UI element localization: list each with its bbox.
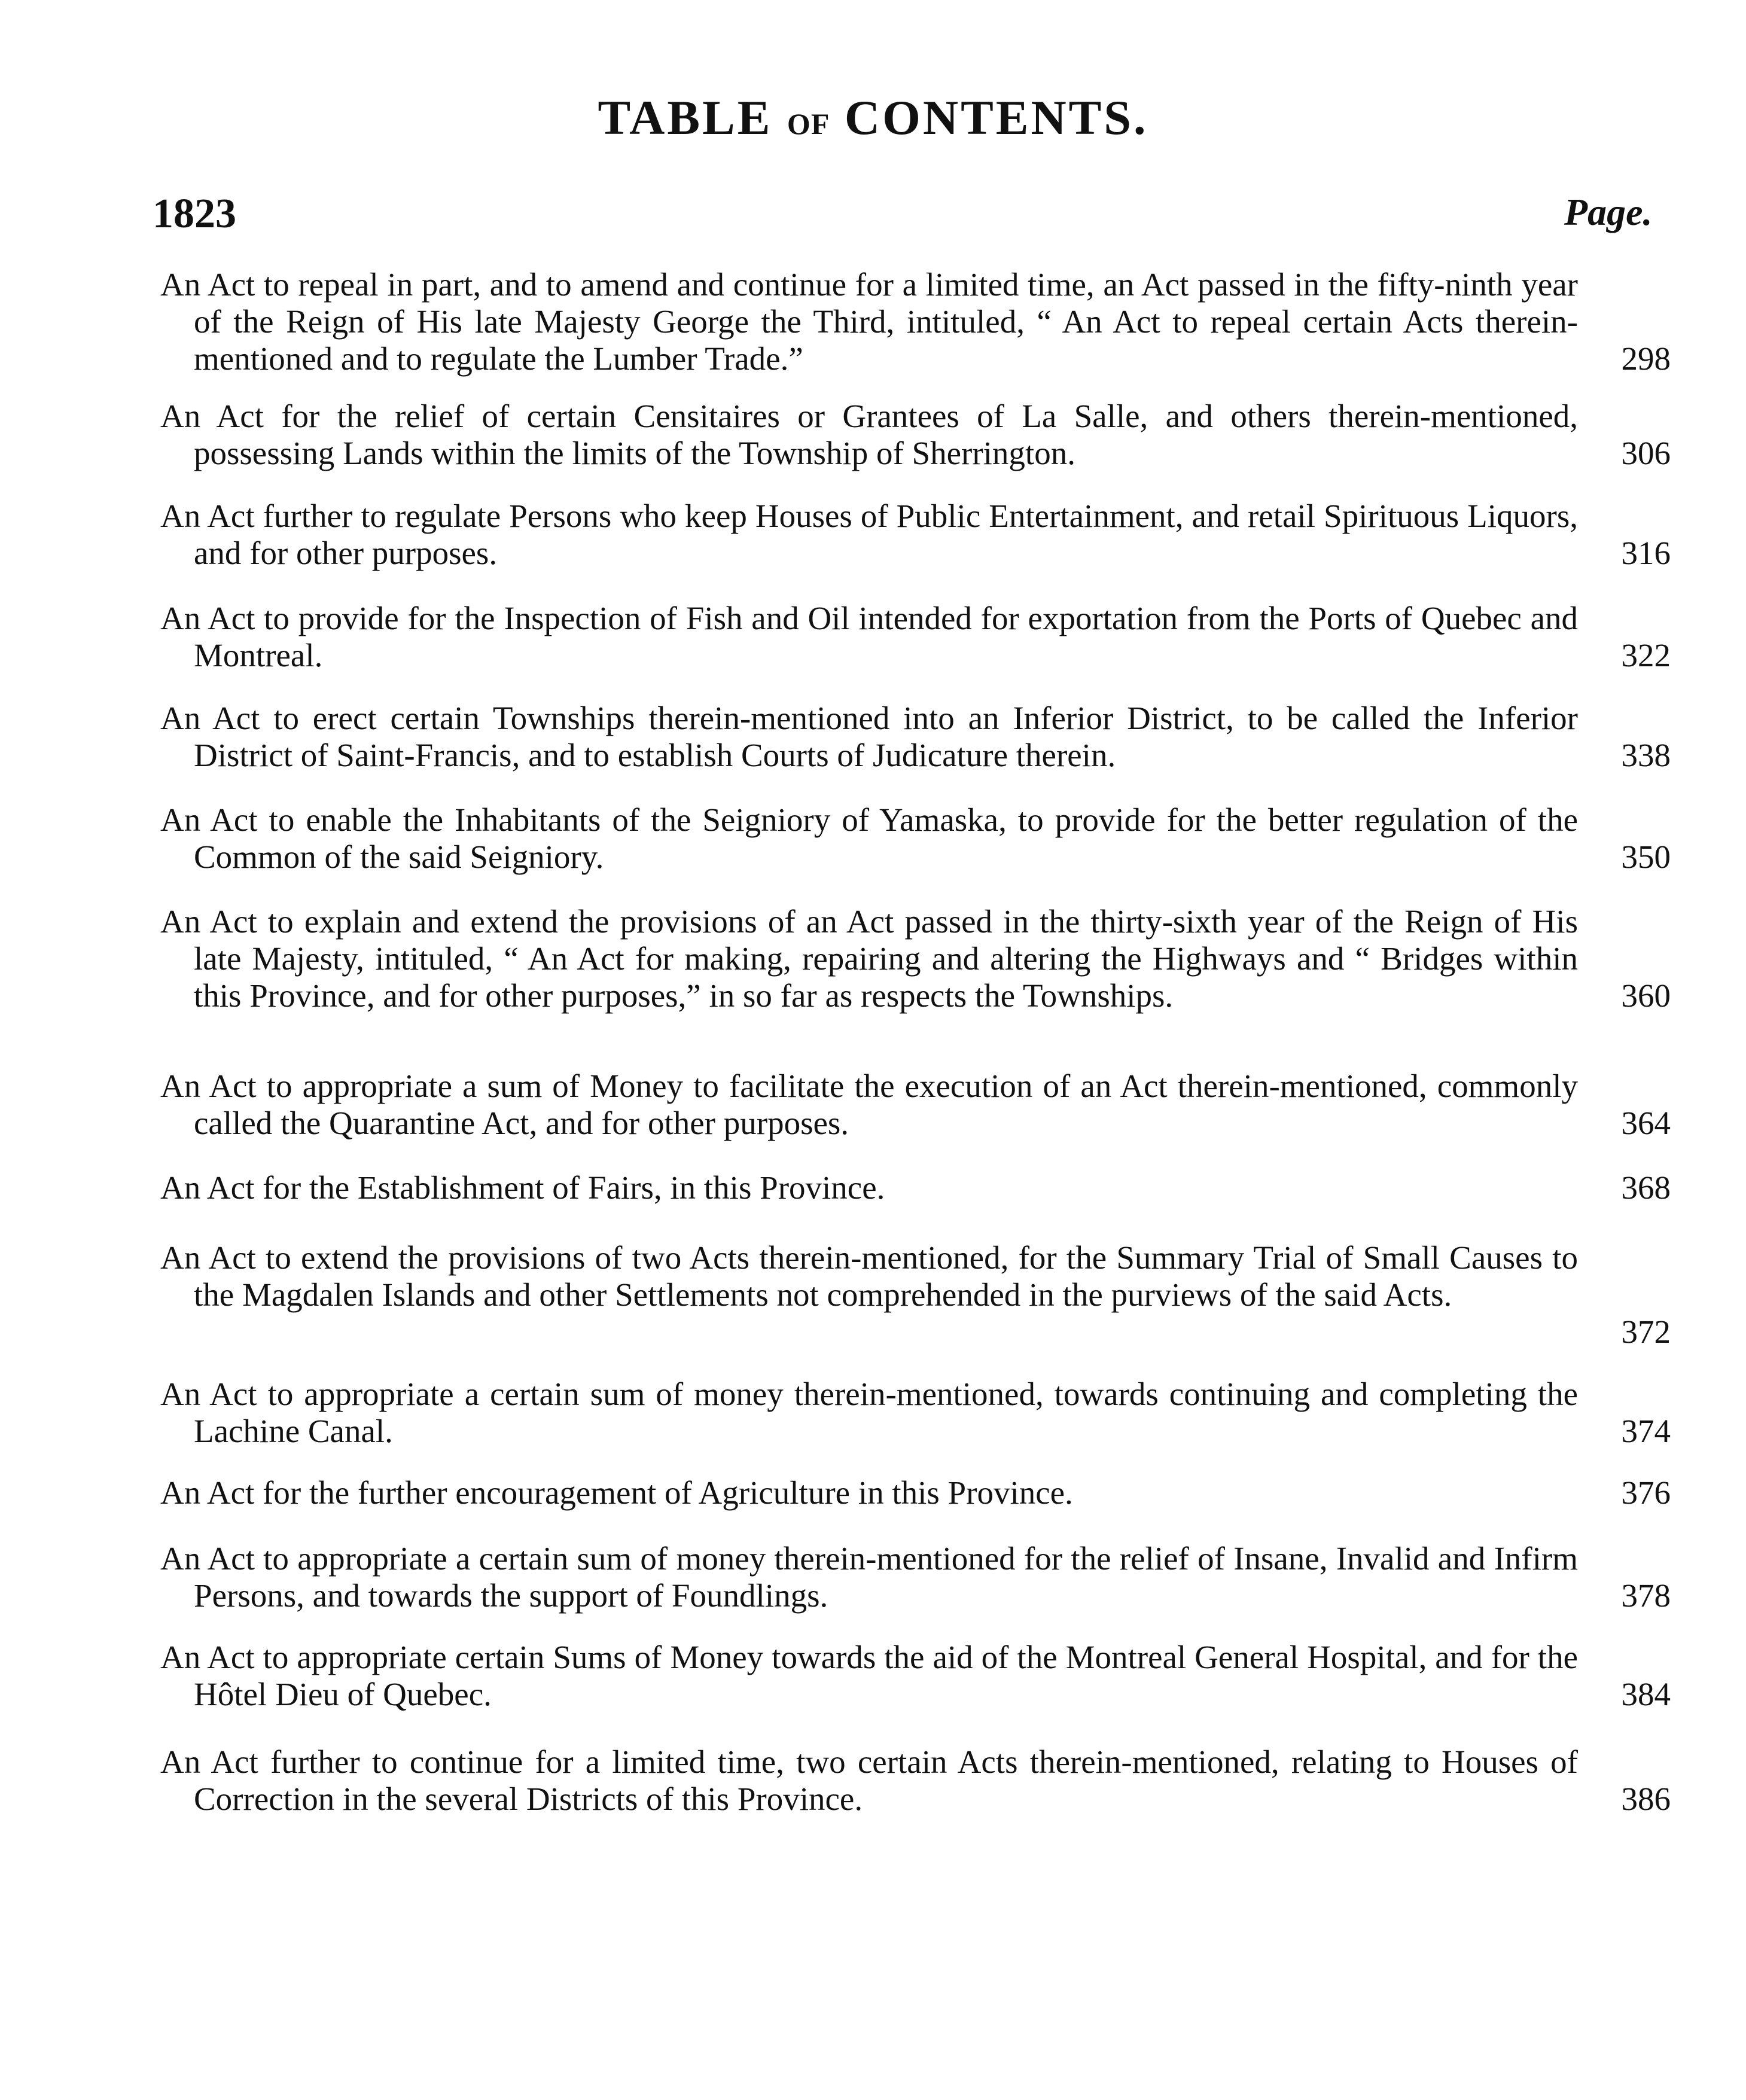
entry-text: An Act further to continue for a limited time, two certain Acts therein-mentioned, relating to Houses of Correction in the several Districts of this Province.	[160, 1744, 1578, 1817]
toc-entry	[160, 1068, 1671, 1142]
toc-entry	[160, 801, 1671, 876]
entry-page-number: 338	[1621, 737, 1671, 773]
entry-page-number: 350	[1621, 839, 1671, 875]
toc-entry	[160, 600, 1671, 674]
title-word-table: TABLE	[598, 90, 773, 145]
toc-entry	[160, 903, 1671, 1014]
entry-text: An Act to appropriate certain Sums of Money towards the aid of the Montreal General Hospital, and for the Hôtel Dieu of Quebec.	[160, 1639, 1578, 1712]
entry-text: An Act for the further encouragement of Agriculture in this Province.	[160, 1474, 1073, 1511]
entry-page-number: 374	[1621, 1413, 1671, 1449]
entry-page-number: 306	[1621, 435, 1671, 471]
toc-entry	[160, 1639, 1671, 1713]
toc-entry	[160, 1169, 1671, 1206]
entry-page-number: 376	[1621, 1474, 1671, 1511]
entry-page-number: 364	[1621, 1105, 1671, 1141]
entry-page-number: 386	[1621, 1781, 1671, 1817]
entry-page-number: 384	[1621, 1676, 1671, 1712]
entry-page-number: 298	[1621, 340, 1671, 377]
year-heading: 1823	[153, 191, 236, 237]
toc-entry	[160, 398, 1671, 472]
entry-text: An Act to explain and extend the provisions of an Act passed in the thirty-sixth year of the Reign of His late Majesty, intituled, “ An Act for making, repairing and altering the Highways and “ Bridges within this Province, and for other purposes,” in so far as respects the Townships.	[160, 903, 1578, 1014]
entry-page-number: 316	[1621, 535, 1671, 571]
entry-page-number: 378	[1621, 1577, 1671, 1614]
toc-entry	[160, 1540, 1671, 1614]
entry-text: An Act further to regulate Persons who keep Houses of Public Entertainment, and retail Spirituous Liquors, and for other purposes.	[160, 498, 1578, 571]
toc-entry	[160, 1376, 1671, 1450]
entry-text: An Act to enable the Inhabitants of the Seigniory of Yamaska, to provide for the better regulation of the Common of the said Seigniory.	[160, 801, 1578, 875]
entry-page-number: 372	[1621, 1313, 1671, 1350]
page-title	[0, 90, 1746, 146]
entry-text: An Act to repeal in part, and to amend and continue for a limited time, an Act passed in the fifty-ninth year of the Reign of His late Majesty George the Third, intituled, “ An Act to repeal certain Acts therein-mentioned and to regulate the Lumber Trade.”	[160, 266, 1578, 377]
entry-text: An Act to appropriate a sum of Money to facilitate the execution of an Act therein-mentioned, commonly called the Quarantine Act, and for other purposes.	[160, 1068, 1578, 1141]
toc-entry	[160, 700, 1671, 774]
toc-entry	[160, 266, 1671, 377]
page-column-heading: Page.	[1564, 191, 1653, 233]
entry-text: An Act to appropriate a certain sum of money therein-mentioned for the relief of Insane, Invalid and Infirm Persons, and towards the support of Foundlings.	[160, 1540, 1578, 1614]
toc-entry	[160, 498, 1671, 572]
title-word-of: OF	[787, 107, 830, 141]
entry-text: An Act to appropriate a certain sum of money therein-mentioned, towards continuing and completing the Lachine Canal.	[160, 1376, 1578, 1449]
entry-text: An Act to extend the provisions of two Acts therein-mentioned, for the Summary Trial of Small Causes to the Magdalen Islands and other Settlements not comprehended in the purviews of the said Acts.	[160, 1239, 1578, 1313]
entry-page-number: 360	[1621, 977, 1671, 1014]
toc-entry	[160, 1474, 1671, 1511]
entry-text: An Act for the relief of certain Censitaires or Grantees of La Salle, and others therein-mentioned, possessing Lands within the limits of the Township of Sherrington.	[160, 398, 1578, 471]
entry-page-number: 368	[1621, 1169, 1671, 1206]
title-word-contents: CONTENTS.	[844, 90, 1148, 145]
entry-text: An Act for the Establishment of Fairs, in this Province.	[160, 1169, 885, 1206]
entry-page-number: 322	[1621, 637, 1671, 673]
entry-text: An Act to provide for the Inspection of Fish and Oil intended for exportation from the Ports of Quebec and Montreal.	[160, 600, 1578, 673]
toc-entry	[160, 1744, 1671, 1818]
entry-text: An Act to erect certain Townships therein-mentioned into an Inferior District, to be called the Inferior District of Saint-Francis, and to establish Courts of Judicature therein.	[160, 700, 1578, 773]
toc-entry	[160, 1239, 1671, 1350]
